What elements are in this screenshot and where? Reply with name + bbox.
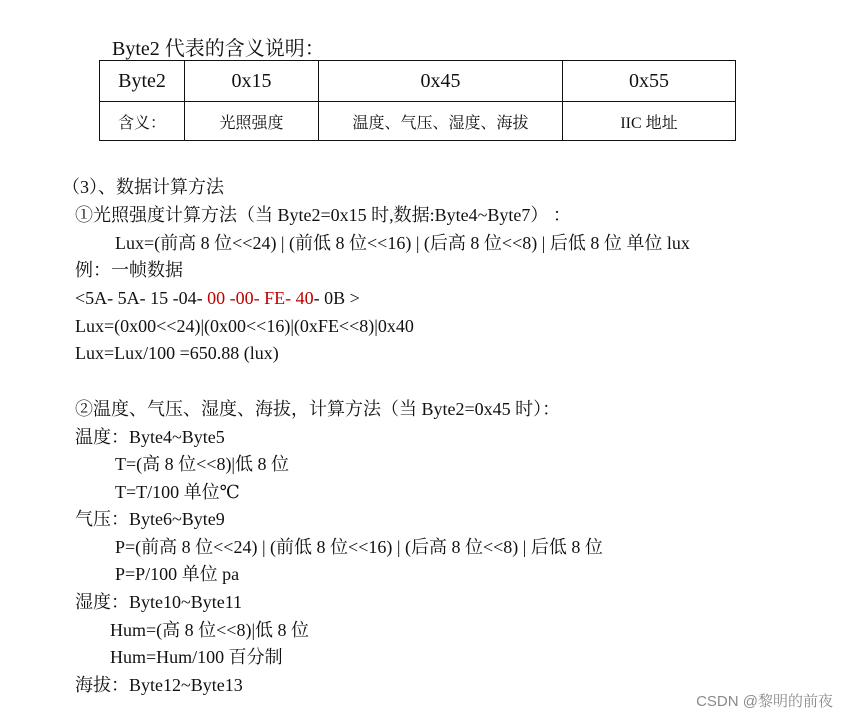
table-title: Byte2 代表的含义说明： xyxy=(112,38,325,60)
press-formula: P=(前高 8 位<<24) | (前低 8 位<<16) | (后高 8 位<<8) | 后低 8 位 xyxy=(115,537,603,557)
meaning-cell: IIC 地址 xyxy=(563,102,736,141)
frame-suffix: - 0B > xyxy=(313,288,360,308)
temp-unit: T=T/100 单位℃ xyxy=(115,482,240,502)
temp-formula: T=(高 8 位<<8)|低 8 位 xyxy=(115,454,290,474)
frame-data-highlight: 00 -00- FE- 40 xyxy=(207,288,314,308)
meaning-cell: 含义： xyxy=(100,102,185,141)
lux-formula: Lux=(前高 8 位<<24) | (前低 8 位<<16) | (后高 8 位<<8) | 后低 8 位 单位 lux xyxy=(115,233,690,253)
header-cell: 0x45 xyxy=(319,61,563,102)
header-cell: 0x15 xyxy=(185,61,319,102)
table-header-row xyxy=(100,61,736,102)
env-heading: ②温度、气压、湿度、海拔，计算方法（当 Byte2=0x45 时）： xyxy=(75,399,561,419)
frame-prefix: <5A- 5A- 15 -04- xyxy=(75,288,208,308)
meaning-cell: 光照强度 xyxy=(185,102,319,141)
lux-result: Lux=Lux/100 =650.88 (lux) xyxy=(75,343,279,363)
hum-formula: Hum=(高 8 位<<8)|低 8 位 xyxy=(110,620,310,640)
table-meaning-row xyxy=(100,102,736,141)
meaning-cell: 温度、气压、湿度、海拔 xyxy=(319,102,563,141)
section-heading: （3）、数据计算方法 xyxy=(62,177,224,197)
example-frame xyxy=(75,287,360,309)
hum-label: 湿度：Byte10~Byte11 xyxy=(75,592,243,612)
lux-heading: ①光照强度计算方法（当 Byte2=0x15 时,数据:Byte4~Byte7） ： xyxy=(75,205,571,225)
lux-calculation: Lux=(0x00<<24)|(0x00<<16)|(0xFE<<8)|0x40 xyxy=(75,316,414,336)
csdn-watermark: CSDN @黎明的前夜 xyxy=(696,693,833,710)
temp-label: 温度：Byte4~Byte5 xyxy=(75,427,225,447)
press-unit: P=P/100 单位 pa xyxy=(115,564,240,584)
example-label: 例：一帧数据 xyxy=(75,260,183,280)
alt-label: 海拔：Byte12~Byte13 xyxy=(75,675,243,695)
press-label: 气压：Byte6~Byte9 xyxy=(75,509,225,529)
byte2-meaning-table xyxy=(99,60,736,141)
header-cell: Byte2 xyxy=(100,61,185,102)
hum-unit: Hum=Hum/100 百分制 xyxy=(110,647,283,667)
header-cell: 0x55 xyxy=(563,61,736,102)
